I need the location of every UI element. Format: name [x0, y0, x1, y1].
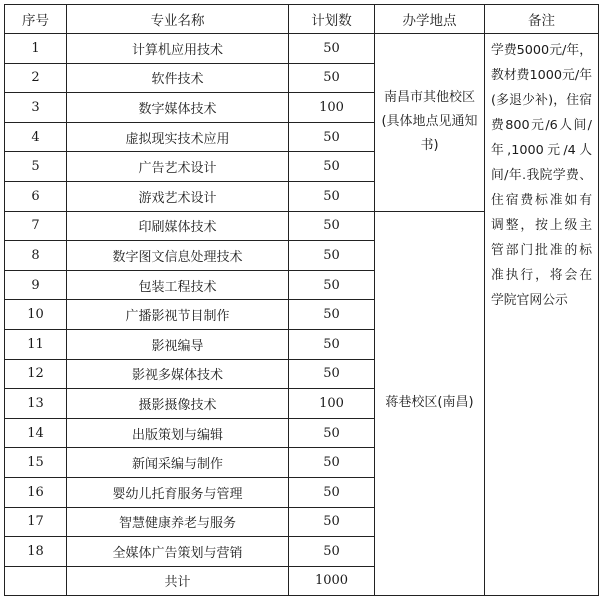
row-plan: 50	[289, 181, 375, 211]
row-major: 数字媒体技术	[67, 93, 289, 123]
row-major: 游戏艺术设计	[67, 181, 289, 211]
row-index: 12	[5, 359, 67, 389]
row-major: 摄影摄像技术	[67, 389, 289, 419]
notes-cell: 学费5000元/年，教材费1000元/年(多退少补)，住宿费800元/6人间/年,1000元/4人间/年.我院学费、住宿费标准如有调整，按上级主管部门批准的标准执行，将会在学院官网公示	[485, 34, 599, 596]
row-plan: 50	[289, 152, 375, 182]
header-row	[5, 5, 599, 34]
enrollment-plan	[4, 4, 599, 596]
row-plan: 100	[289, 389, 375, 419]
row-index: 7	[5, 211, 67, 241]
header-notes: 备注	[485, 5, 599, 34]
row-plan: 50	[289, 63, 375, 93]
header-plan: 计划数	[289, 5, 375, 34]
row-plan: 50	[289, 270, 375, 300]
row-index: 11	[5, 329, 67, 359]
row-major: 虚拟现实技术应用	[67, 122, 289, 152]
row-plan: 50	[289, 359, 375, 389]
row-index: 18	[5, 537, 67, 567]
table-row	[5, 34, 599, 64]
total-empty-cell	[5, 566, 67, 596]
row-plan: 50	[289, 418, 375, 448]
total-value: 1000	[289, 566, 375, 596]
row-plan: 50	[289, 241, 375, 271]
row-index: 8	[5, 241, 67, 271]
row-major: 包装工程技术	[67, 270, 289, 300]
row-major: 智慧健康养老与服务	[67, 507, 289, 537]
row-major: 出版策划与编辑	[67, 418, 289, 448]
header-major: 专业名称	[67, 5, 289, 34]
row-plan: 100	[289, 93, 375, 123]
row-index: 6	[5, 181, 67, 211]
location-campus-a: 南昌市其他校区(具体地点见通知书)	[375, 34, 485, 212]
header-location: 办学地点	[375, 5, 485, 34]
row-major: 影视编导	[67, 329, 289, 359]
row-plan: 50	[289, 329, 375, 359]
row-index: 5	[5, 152, 67, 182]
header-index: 序号	[5, 5, 67, 34]
row-index: 3	[5, 93, 67, 123]
row-index: 13	[5, 389, 67, 419]
row-major: 印刷媒体技术	[67, 211, 289, 241]
row-plan: 50	[289, 477, 375, 507]
row-plan: 50	[289, 300, 375, 330]
row-index: 16	[5, 477, 67, 507]
row-major: 影视多媒体技术	[67, 359, 289, 389]
row-plan: 50	[289, 211, 375, 241]
row-index: 1	[5, 34, 67, 64]
table-body	[5, 34, 599, 596]
row-index: 14	[5, 418, 67, 448]
row-plan: 50	[289, 34, 375, 64]
row-major: 软件技术	[67, 63, 289, 93]
total-label: 共计	[67, 566, 289, 596]
row-major: 全媒体广告策划与营销	[67, 537, 289, 567]
row-major: 新闻采编与制作	[67, 448, 289, 478]
row-plan: 50	[289, 122, 375, 152]
location-campus-b: 蒋巷校区(南昌)	[375, 211, 485, 596]
row-plan: 50	[289, 448, 375, 478]
row-index: 15	[5, 448, 67, 478]
row-index: 9	[5, 270, 67, 300]
row-major: 广告艺术设计	[67, 152, 289, 182]
row-major: 计算机应用技术	[67, 34, 289, 64]
row-major: 广播影视节目制作	[67, 300, 289, 330]
enrollment-plan-table	[4, 4, 599, 596]
row-index: 10	[5, 300, 67, 330]
row-index: 4	[5, 122, 67, 152]
row-index: 2	[5, 63, 67, 93]
row-index: 17	[5, 507, 67, 537]
row-major: 婴幼儿托育服务与管理	[67, 477, 289, 507]
row-major: 数字图文信息处理技术	[67, 241, 289, 271]
row-plan: 50	[289, 507, 375, 537]
row-plan: 50	[289, 537, 375, 567]
